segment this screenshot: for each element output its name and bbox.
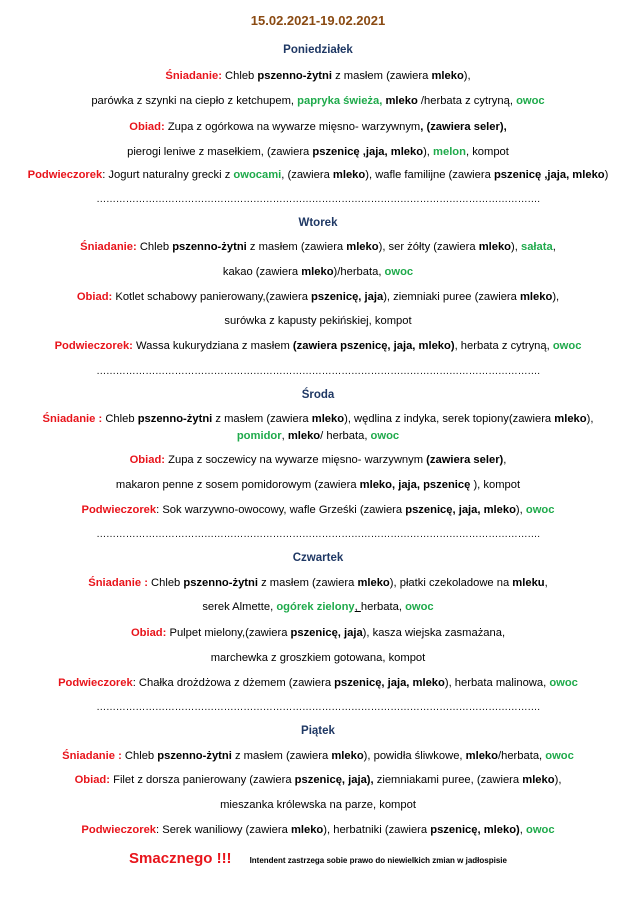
day-heading-friday: Piątek — [301, 725, 335, 737]
separator: ………………………………………………………………………………………………………………………. — [96, 194, 540, 205]
monday-snack-line: Podwieczorek: Jogurt naturalny grecki z owocami, (zawiera mleko), wafle familijne (zawiera pszenicę ,jaja, mleko) — [27, 169, 609, 181]
friday-lunch-line-2: mieszanka królewska na parze, kompot — [220, 799, 416, 811]
monday-lunch-line-1: Obiad: Zupa z ogórkowa na wywarze mięsno- warzywnym, (zawiera seler), — [129, 121, 507, 133]
separator: ………………………………………………………………………………………………………………………. — [96, 702, 540, 713]
meal-label: Śniadanie : — [42, 413, 103, 425]
meal-label: Podwieczorek — [81, 504, 157, 516]
thursday-lunch-line-2: marchewka z groszkiem gotowana, kompot — [210, 652, 426, 664]
wednesday-lunch-line-1: Obiad: Zupa z soczewicy na wywarze mięsno- warzywnym (zawiera seler), — [129, 454, 507, 466]
friday-snack-line: Podwieczorek: Serek waniliowy (zawiera mleko), herbatniki (zawiera pszenicę, mleko), owoc — [81, 824, 555, 836]
meal-label: Podwieczorek — [58, 677, 133, 689]
separator: ………………………………………………………………………………………………………………………. — [96, 529, 540, 540]
meal-label: Obiad: — [130, 627, 167, 639]
menu-date-range: 15.02.2021-19.02.2021 — [250, 13, 386, 28]
tuesday-breakfast-line-2: kakao (zawiera mleko)/herbata, owoc — [222, 266, 414, 278]
meal-label: Śniadanie : — [62, 750, 122, 762]
meal-label: Obiad: — [129, 121, 165, 133]
wednesday-lunch-line-2: makaron penne z sosem pomidorowym (zawiera mleko, jaja, pszenicę ), kompot — [115, 479, 521, 491]
thursday-breakfast-line-2: serek Almette, ogórek zielony, herbata, owoc — [202, 601, 434, 613]
disclaimer-note: Intendent zastrzega sobie prawo do niewielkich zmian w jadłospisie — [249, 856, 507, 865]
thursday-lunch-line-1: Obiad: Pulpet mielony,(zawiera pszenicę, jaja), kasza wiejska zasmażana, — [130, 627, 506, 639]
footer — [0, 849, 636, 871]
monday-breakfast-line-2: parówka z szynki na ciepło z ketchupem, papryka świeża, mleko /herbata z cytryną, owoc — [91, 95, 545, 107]
tuesday-lunch-line-1: Obiad: Kotlet schabowy panierowany,(zawiera pszenicę, jaja), ziemniaki puree (zawiera mleko), — [76, 291, 560, 303]
separator: ………………………………………………………………………………………………………………………. — [96, 366, 540, 377]
meal-label: Obiad: — [74, 774, 110, 786]
friday-breakfast-line: Śniadanie : Chleb pszenno-żytni z masłem (zawiera mleko), powidła śliwkowe, mleko/herbata, owoc — [62, 750, 574, 762]
meal-label: Podwieczorek — [81, 824, 157, 836]
tuesday-breakfast-line-1: Śniadanie: Chleb pszenno-żytni z masłem (zawiera mleko), ser żółty (zawiera mleko), sałata, — [80, 241, 556, 253]
meal-label: Obiad: — [129, 454, 166, 466]
day-heading-wednesday: Środa — [301, 389, 335, 401]
meal-label: Podwieczorek: — [54, 340, 133, 352]
meal-label: Śniadanie: — [165, 70, 222, 82]
monday-lunch-line-2: pierogi leniwe z masełkiem, (zawiera pszenicę ,jaja, mleko), melon, kompot — [127, 146, 509, 158]
meal-label: Obiad: — [76, 291, 113, 303]
wednesday-snack-line: Podwieczorek: Sok warzywno-owocowy, wafle Grześki (zawiera pszenicę, jaja, mleko), owoc — [81, 504, 555, 516]
wednesday-breakfast-line-1: Śniadanie : Chleb pszenno-żytni z masłem (zawiera mleko), wędlina z indyka, serek topiony(zawiera mleko), — [42, 413, 594, 425]
meal-label: Śniadanie: — [80, 241, 137, 253]
meal-label: Podwieczorek — [27, 169, 103, 181]
meal-label: Śniadanie : — [88, 577, 148, 589]
tuesday-snack-line: Podwieczorek: Wassa kukurydziana z masłem (zawiera pszenicę, jaja, mleko), herbata z cytryną, owoc — [54, 340, 582, 352]
wednesday-breakfast-line-2: pomidor, mleko/ herbata, owoc — [236, 430, 400, 442]
smacznego-text: Smacznego !!! — [129, 850, 232, 867]
day-heading-thursday: Czwartek — [292, 552, 344, 564]
day-heading-monday: Poniedziałek — [283, 44, 353, 56]
thursday-snack-line: Podwieczorek: Chałka drożdżowa z dżemem (zawiera pszenicę, jaja, mleko), herbata malinowa, owoc — [58, 677, 578, 689]
friday-lunch-line-1: Obiad: Filet z dorsza panierowany (zawiera pszenicę, jaja), ziemniakami puree, (zawiera mleko), — [74, 774, 562, 786]
monday-breakfast-line-1: Śniadanie: Chleb pszenno-żytni z masłem (zawiera mleko), — [165, 70, 471, 82]
thursday-breakfast-line-1: Śniadanie : Chleb pszenno-żytni z masłem (zawiera mleko), płatki czekoladowe na mleku, — [88, 577, 548, 589]
tuesday-lunch-line-2: surówka z kapusty pekińskiej, kompot — [224, 315, 412, 327]
day-heading-tuesday: Wtorek — [298, 217, 338, 229]
